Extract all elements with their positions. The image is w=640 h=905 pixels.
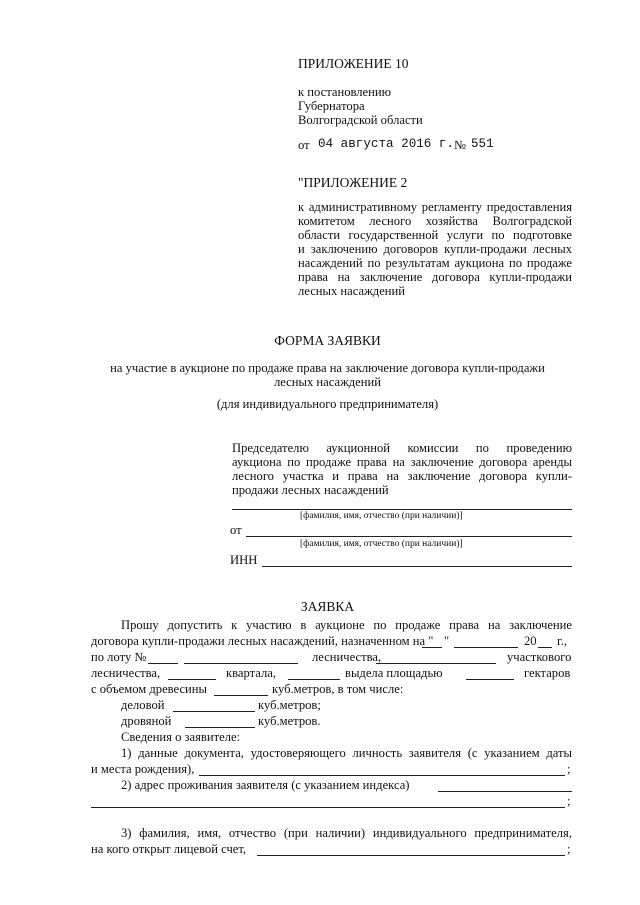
application-line-10: и места рождения), <box>91 762 195 776</box>
address-field-line[interactable] <box>438 791 572 792</box>
appendix2-line: права на заключение договора купли-продажи <box>298 270 572 284</box>
appendix2-line: комитетом лесного хозяйства Волгоградской <box>298 214 572 228</box>
addressee-line: лесного участка и права на заключение договора купли- <box>232 469 572 483</box>
application-line-1: Прошу допустить к участию в аукционе по продаже права на заключение <box>121 618 572 632</box>
application-line-9: 1) данные документа, удостоверяющего личность заявителя (с указанием даты <box>121 746 572 760</box>
district-field-line[interactable] <box>376 663 496 664</box>
appendix-to-line1: к постановлению <box>298 85 392 99</box>
application-line-4b: квартала, <box>226 666 276 680</box>
appendix2-line: области государственной услуги по подготовке <box>298 228 572 242</box>
addressee-line: продажи лесных насаждений <box>232 483 389 497</box>
date-prefix: от <box>298 138 310 152</box>
id-document-field-line[interactable] <box>199 775 565 776</box>
from-field-line[interactable] <box>246 536 572 537</box>
application-line-3c: участкового <box>507 650 572 664</box>
appendix2-line: насаждений по результатам аукциона по продаже <box>298 256 572 270</box>
appendix-to-line3: Волгоградской области <box>298 113 423 127</box>
form-note: (для индивидуального предпринимателя) <box>216 397 439 411</box>
application-line-2b: " <box>444 634 450 648</box>
date-value: 04 августа 2016 г. <box>318 137 455 151</box>
inn-field-line[interactable] <box>262 566 572 567</box>
lot-field-line[interactable] <box>148 663 178 664</box>
year-field-line[interactable] <box>538 647 552 648</box>
number-value: 551 <box>471 137 494 151</box>
application-line-2a: договора купли-продажи лесных насаждений, назначенном на " <box>91 634 434 648</box>
appendix-to-line2: Губернатора <box>298 99 365 113</box>
number-sign: № <box>454 138 467 152</box>
form-title: ФОРМА ЗАЯВКИ <box>274 333 381 348</box>
form-subtitle-line1: на участие в аукционе по продаже права на заключение договора купли-продажи <box>110 361 545 375</box>
volume-field-line[interactable] <box>214 695 268 696</box>
application-line-3a: по лоту № <box>91 650 147 664</box>
appendix2-line: лесных насаждений <box>298 284 406 298</box>
account-field-line[interactable] <box>257 855 565 856</box>
application-line-8: Сведения о заявителе: <box>121 730 241 744</box>
application-line-2d: г., <box>557 634 568 648</box>
application-line-7a: дровяной <box>121 714 172 728</box>
addressee-line: аукциона по продаже права на заключение договора аренды <box>232 455 572 469</box>
application-line-2c: 20 <box>524 634 537 648</box>
from-label: от <box>230 523 242 537</box>
inn-label: ИНН <box>230 553 258 567</box>
from-hint: [фамилия, имя, отчество (при наличии)] <box>300 539 463 549</box>
name-field-line[interactable] <box>232 509 572 510</box>
forestry2-field-line[interactable] <box>168 679 216 680</box>
name-hint: [фамилия, имя, отчество (при наличии)] <box>300 511 463 521</box>
form-subtitle-line2: лесных насаждений <box>273 375 381 389</box>
appendix-title: ПРИЛОЖЕНИЕ 10 <box>298 56 409 71</box>
day-field-line[interactable] <box>422 647 442 648</box>
semicolon: ; <box>567 762 571 776</box>
application-line-11: 2) адрес проживания заявителя (с указанием индекса) <box>121 778 410 792</box>
forestry-field-line[interactable] <box>184 663 298 664</box>
application-line-13: 3) фамилия, имя, отчество (при наличии) индивидуального предпринимателя, <box>121 826 572 840</box>
appendix2-title: "ПРИЛОЖЕНИЕ 2 <box>298 175 408 190</box>
application-line-5b: куб.метров, в том числе: <box>272 682 404 696</box>
firewood-field-line[interactable] <box>185 727 255 728</box>
area-field-line[interactable] <box>466 679 514 680</box>
application-line-6a: деловой <box>121 698 165 712</box>
semicolon: ; <box>567 842 571 856</box>
application-line-6b: куб.метров; <box>258 698 321 712</box>
application-line-3b: лесничества, <box>312 650 382 664</box>
appendix2-line: к административному регламенту предоставления <box>298 200 572 214</box>
address-field-line-2[interactable] <box>91 807 565 808</box>
application-line-5a: с объемом древесины <box>91 682 207 696</box>
addressee-line: Председателю аукционной комиссии по проведению <box>232 441 572 455</box>
semicolon: ; <box>567 794 571 808</box>
application-line-7b: куб.метров. <box>258 714 321 728</box>
application-title: ЗАЯВКА <box>300 599 355 614</box>
month-field-line[interactable] <box>454 647 518 648</box>
application-line-4a: лесничества, <box>91 666 161 680</box>
quarter-field-line[interactable] <box>288 679 340 680</box>
appendix2-line: и заключению договоров купли-продажи лесных <box>298 242 572 256</box>
application-line-4c: выдела площадью <box>345 666 443 680</box>
application-line-14: на кого открыт лицевой счет, <box>91 842 247 856</box>
application-line-4d: гектаров <box>524 666 571 680</box>
business-wood-field-line[interactable] <box>173 711 255 712</box>
